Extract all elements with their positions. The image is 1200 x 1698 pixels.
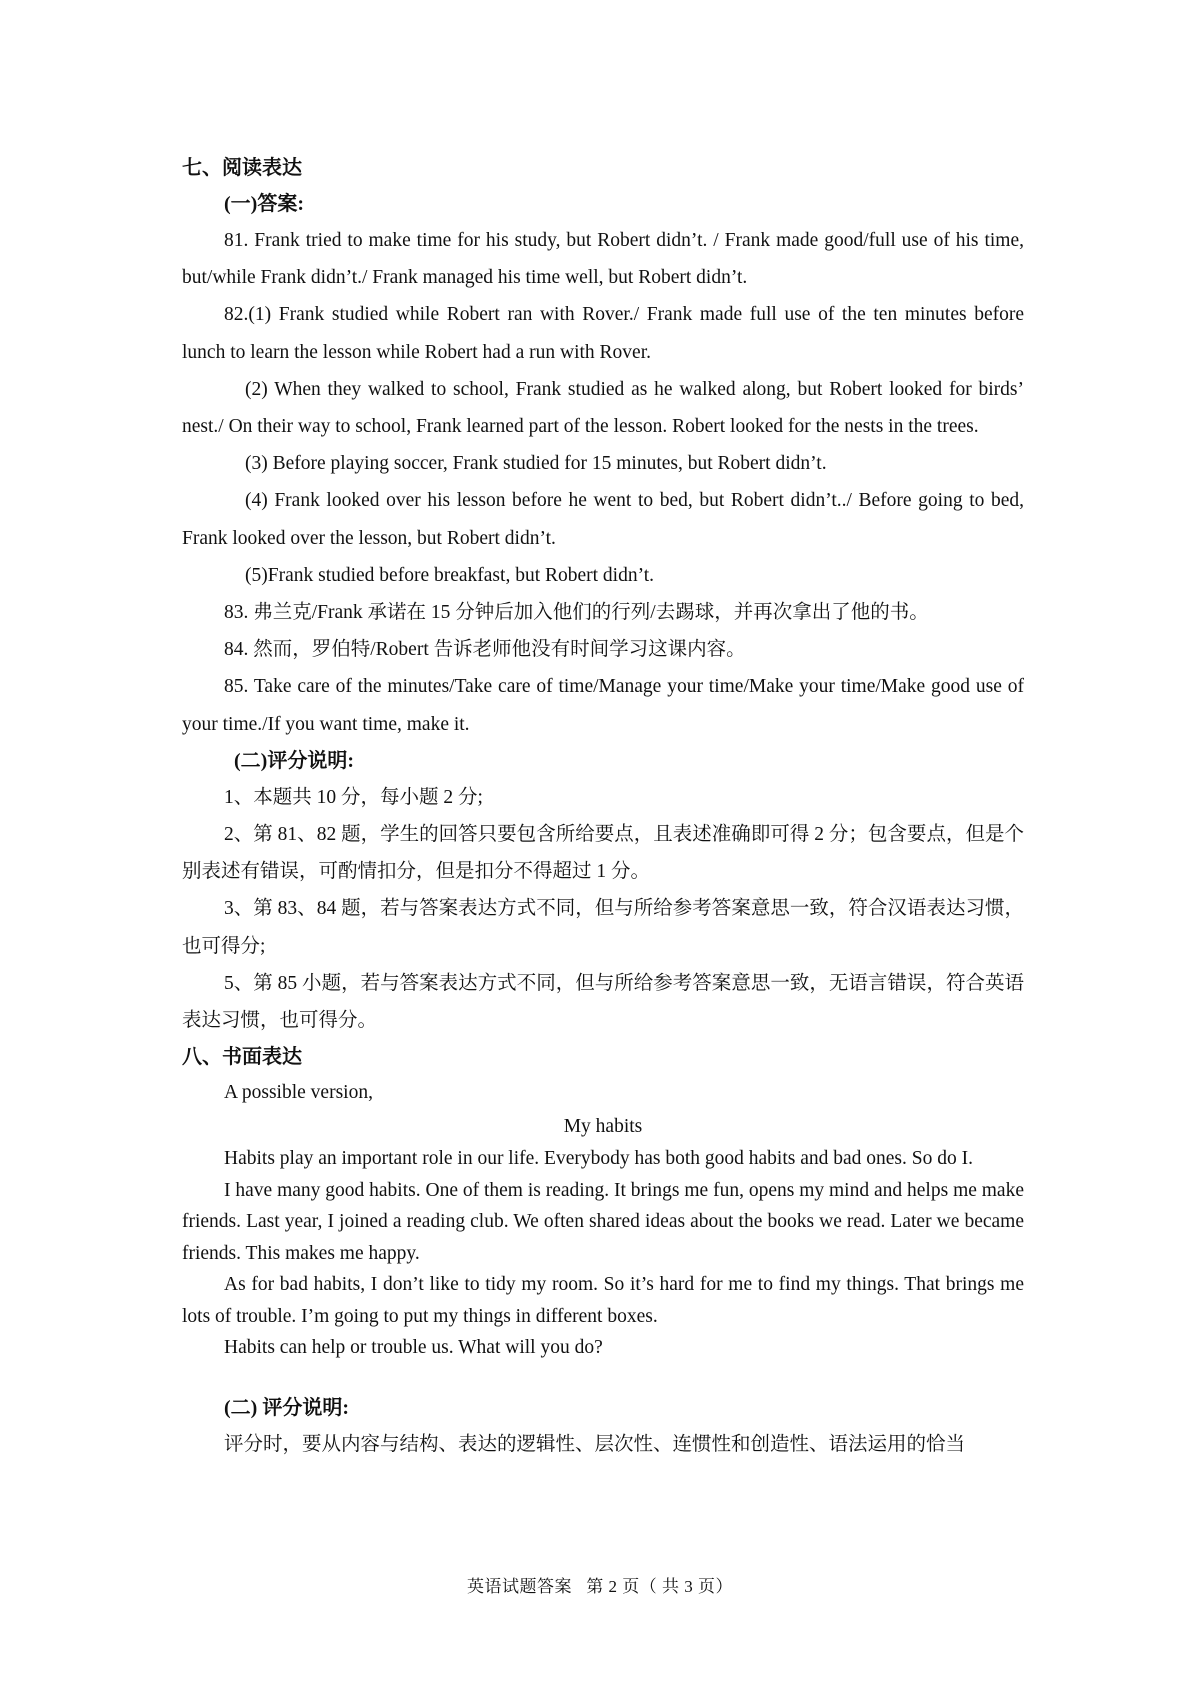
answer-82-3: (3) Before playing soccer, Frank studied for 15 minutes, but Robert didn’t. [245, 453, 827, 475]
scoring-rule-3: 3、第 83、84 题，若与答案表达方式不同，但与所给参考答案意思一致，符合汉语表达习惯，也可得分; [182, 898, 1024, 957]
spacer [182, 1364, 1024, 1390]
scoring-text-8: 评分时，要从内容与结构、表达的逻辑性、层次性、连惯性和创造性、语法运用的恰当 [224, 1433, 966, 1455]
answer-81: 81. Frank tried to make time for his study, but Robert didn’t. / Frank made good/full use of his time, but/while Frank didn’t./ Frank managed his time well, but Robert didn’t. [182, 230, 1024, 289]
answer-82-2: (2) When they walked to school, Frank studied as he walked along, but Robert looked for birds’ nest./ On their way to school, Frank learned part of the lesson. Robert looked for the nests in the trees. [182, 378, 1024, 438]
page-footer [0, 1575, 1200, 1599]
scoring-rule-2: 2、第 81、82 题，学生的回答只要包含所给要点，且表述准确即可得 2 分；包含要点，但是个别表述有错误，可酌情扣分，但是扣分不得超过 1 分。 [182, 824, 1024, 883]
section-8-heading: 八、书面表达 [182, 1046, 302, 1069]
answer-82-4: (4) Frank looked over his lesson before he went to bed, but Robert didn’t../ Before going to bed, Frank looked over the lesson, but Robert didn’t. [182, 490, 1024, 549]
essay-paragraph-2: I have many good habits. One of them is reading. It brings me fun, opens my mind and helps me make friends. Last year, I joined a reading club. We often shared ideas about the books we read. Later we became friends. This makes me happy. [182, 1179, 1024, 1264]
scoring-rule-5: 5、第 85 小题，若与答案表达方式不同，但与所给参考答案意思一致，无语言错误，符合英语表达习惯，也可得分。 [182, 972, 1024, 1032]
answer-82-1: 82.(1) Frank studied while Robert ran with Rover./ Frank made full use of the ten minutes before lunch to learn the lesson while Robert had a run with Rover. [182, 304, 1024, 363]
footer-text: 英语试题答案 第 2 页（ 共 3 页） [467, 1577, 733, 1596]
section-7-heading: 七、阅读表达 [182, 157, 302, 179]
sample-essay [182, 1111, 1024, 1364]
answer-85: 85. Take care of the minutes/Take care of time/Manage your time/Make your time/Make good use of your time./If you want time, make it. [182, 676, 1024, 735]
essay-paragraph-4: Habits can help or trouble us. What will you do? [224, 1337, 603, 1359]
page-content [182, 150, 1024, 1463]
essay-title: My habits [563, 1116, 643, 1138]
essay-paragraph-1: Habits play an important role in our life. Everybody has both good habits and bad ones. So do I. [224, 1148, 973, 1170]
answer-84: 84. 然而，罗伯特/Robert 告诉老师他没有时间学习这课内容。 [224, 639, 746, 661]
answer-83: 83. 弗兰克/Frank 承诺在 15 分钟后加入他们的行列/去踢球，并再次拿出了他的书。 [224, 602, 929, 624]
scoring-label-7: (二)评分说明: [234, 749, 354, 772]
scoring-label-8: (二) 评分说明: [224, 1396, 349, 1419]
possible-version-label: A possible version, [224, 1082, 373, 1104]
scoring-rule-1: 1、本题共 10 分，每小题 2 分; [224, 786, 483, 808]
answer-82-5: (5)Frank studied before breakfast, but Robert didn’t. [245, 564, 655, 586]
essay-paragraph-3: As for bad habits, I don’t like to tidy my room. So it’s hard for me to find my things. That brings me lots of trouble. I’m going to put my things in different boxes. [182, 1274, 1024, 1327]
answers-label: (一)答案: [224, 193, 304, 215]
